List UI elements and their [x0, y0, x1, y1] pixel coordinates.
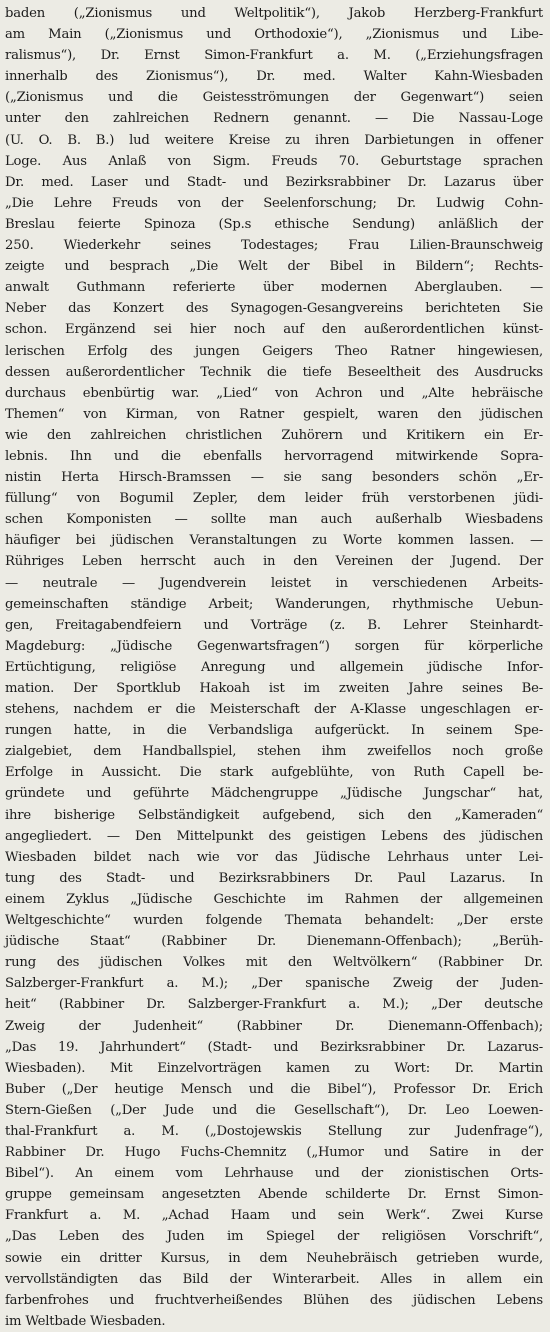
text-line: ihre bisherige Selbständigkeit aufgebend, sich den „Kameraden“ [5, 807, 543, 823]
text-line: sowie ein dritter Kursus, in dem Neuhebräisch getrieben wurde, [5, 1250, 543, 1266]
text-line: farbenfrohes und fruchtverheißendes Blühen des jüdischen Lebens [5, 1292, 543, 1308]
text-line: „Die Lehre Freuds von der Seelenforschung; Dr. Ludwig Cohn- [5, 195, 543, 211]
text-line: zeigte und besprach „Die Welt der Bibel in Bildern“; Rechts- [5, 259, 543, 275]
text-line: 250. Wiederkehr seines Todestages; Frau Lilien-Braunschweig [5, 238, 543, 254]
text-line: unter den zahlreichen Rednern genannt. — Die Nassau-Loge [5, 111, 543, 127]
text-line: Wiesbaden). Mit Einzelvorträgen kamen zu Wort: Dr. Martin [5, 1060, 543, 1076]
text-line: — neutrale — Jugendverein leistet in verschiedenen Arbeits- [5, 575, 543, 591]
text-line: nistin Herta Hirsch-Bramssen — sie sang besonders schön „Er- [5, 470, 543, 486]
text-line: gründete und geführte Mädchengruppe „Jüdische Jungschar“ hat, [5, 786, 543, 802]
text-line: Rühriges Leben herrscht auch in den Vereinen der Jugend. Der [5, 554, 543, 570]
text-line: durchaus ebenbürtig war. „Lied“ von Achron und „Alte hebräische [5, 385, 543, 401]
text-line: Erfolge in Aussicht. Die stark aufgeblühte, von Ruth Capell be- [5, 765, 543, 781]
text-line: thal-Frankfurt a. M. („Dostojewskis Stellung zur Judenfrage“), [5, 1123, 543, 1139]
text-line: schen Komponisten — sollte man auch außerhalb Wiesbadens [5, 512, 543, 528]
text-line: Rabbiner Dr. Hugo Fuchs-Chemnitz („Humor und Satire in der [5, 1145, 543, 1161]
text-line: angegliedert. — Den Mittelpunkt des geistigen Lebens des jüdischen [5, 828, 543, 844]
text-line: Zweig der Judenheit“ (Rabbiner Dr. Dienemann-Offenbach); [5, 1018, 543, 1034]
text-line: füllung“ von Bogumil Zepler, dem leider früh verstorbenen jüdi- [5, 491, 543, 507]
text-line: lerischen Erfolg des jungen Geigers Theo Ratner hingewiesen, [5, 343, 543, 359]
text-line: rungen hatte, in die Verbandsliga aufgerückt. In seinem Spe- [5, 723, 543, 739]
text-line: Dr. med. Laser und Stadt- und Bezirksrabbiner Dr. Lazarus über [5, 174, 543, 190]
text-line: heit“ (Rabbiner Dr. Salzberger-Frankfurt a. M.); „Der deutsche [5, 997, 543, 1013]
text-line: innerhalb des Zionismus“), Dr. med. Walter Kahn-Wiesbaden [5, 69, 543, 85]
text-line: gruppe gemeinsam angesetzten Abende schilderte Dr. Ernst Simon- [5, 1187, 543, 1203]
text-line: tung des Stadt- und Bezirksrabbiners Dr. Paul Lazarus. In [5, 870, 543, 886]
text-line: Frankfurt a. M. „Achad Haam und sein Werk“. Zwei Kurse [5, 1208, 543, 1224]
text-line: („Zionismus und die Geistesströmungen der Gegenwart“) seien [5, 90, 543, 106]
text-line: „Das Leben des Juden im Spiegel der religiösen Vorschrift“, [5, 1229, 543, 1245]
text-line: Breslau feierte Spinoza (Sp.s ethische Sendung) anläßlich der [5, 216, 543, 232]
text-line: im Weltbade Wiesbaden. [5, 1313, 166, 1329]
text-line: zialgebiet, dem Handballspiel, stehen ihm zweifellos noch große [5, 744, 543, 760]
text-line: gemeinschaften ständige Arbeit; Wanderungen, rhythmische Uebun- [5, 596, 543, 612]
text-line: Salzberger-Frankfurt a. M.); „Der spanische Zweig der Juden- [5, 976, 543, 992]
text-line: Neber das Konzert des Synagogen-Gesangvereins berichteten Sie [5, 301, 543, 317]
text-line: vervollständigten das Bild der Winterarbeit. Alles in allem ein [5, 1271, 543, 1287]
text-line: Themen“ von Kirman, von Ratner gespielt, waren den jüdischen [5, 406, 543, 422]
text-line: wie den zahlreichen christlichen Zuhörern und Kritikern ein Er- [5, 427, 543, 443]
article-text [5, 3, 543, 1332]
text-line: schon. Ergänzend sei hier noch auf den außerordentlichen künst- [5, 322, 543, 338]
text-line: Ertüchtigung, religiöse Anregung und allgemein jüdische Infor- [5, 659, 543, 675]
text-line: lebnis. Ihn und die ebenfalls hervorragend mitwirkende Sopra- [5, 448, 543, 464]
text-line: häufiger bei jüdischen Veranstaltungen zu Worte kommen lassen. — [5, 533, 543, 549]
text-line: einem Zyklus „Jüdische Geschichte im Rahmen der allgemeinen [5, 891, 543, 907]
text-line: ralismus“), Dr. Ernst Simon-Frankfurt a. M. („Erziehungsfragen [5, 48, 543, 64]
text-line: Wiesbaden bildet nach wie vor das Jüdische Lehrhaus unter Lei- [5, 849, 543, 865]
text-line: (U. O. B. B.) lud weitere Kreise zu ihren Darbietungen in offener [5, 132, 543, 148]
text-line: jüdische Staat“ (Rabbiner Dr. Dienemann-Offenbach); „Berüh- [5, 934, 543, 950]
text-line: Bibel“). An einem vom Lehrhause und der zionistischen Orts- [5, 1166, 543, 1182]
text-line: dessen außerordentlicher Technik die tiefe Beseeltheit des Ausdrucks [5, 364, 543, 380]
text-line: gen, Freitagabendfeiern und Vorträge (z. B. Lehrer Steinhardt- [5, 617, 543, 633]
text-line: rung des jüdischen Volkes mit den Weltvölkern“ (Rabbiner Dr. [5, 955, 543, 971]
text-line: stehens, nachdem er die Meisterschaft der A-Klasse ungeschlagen er- [5, 702, 543, 718]
text-line: baden („Zionismus und Weltpolitik“), Jakob Herzberg-Frankfurt [5, 6, 543, 21]
text-line: mation. Der Sportklub Hakoah ist im zweiten Jahre seines Be- [5, 681, 543, 696]
text-line: Magdeburg: „Jüdische Gegenwartsfragen“) sorgen für körperliche [5, 638, 543, 654]
text-line: Loge. Aus Anlaß von Sigm. Freuds 70. Geburtstage sprachen [5, 153, 543, 169]
text-line: am Main („Zionismus und Orthodoxie“), „Zionismus und Libe- [5, 27, 543, 43]
text-line: Weltgeschichte“ wurden folgende Themata behandelt: „Der erste [5, 913, 543, 929]
text-line: Stern-Gießen („Der Jude und die Gesellschaft“), Dr. Leo Loewen- [5, 1102, 543, 1118]
text-line: Buber („Der heutige Mensch und die Bibel“), Professor Dr. Erich [5, 1081, 543, 1097]
text-line: „Das 19. Jahrhundert“ (Stadt- und Bezirksrabbiner Dr. Lazarus- [5, 1039, 543, 1055]
text-line: anwalt Guthmann referierte über modernen Aberglauben. — [5, 280, 543, 296]
